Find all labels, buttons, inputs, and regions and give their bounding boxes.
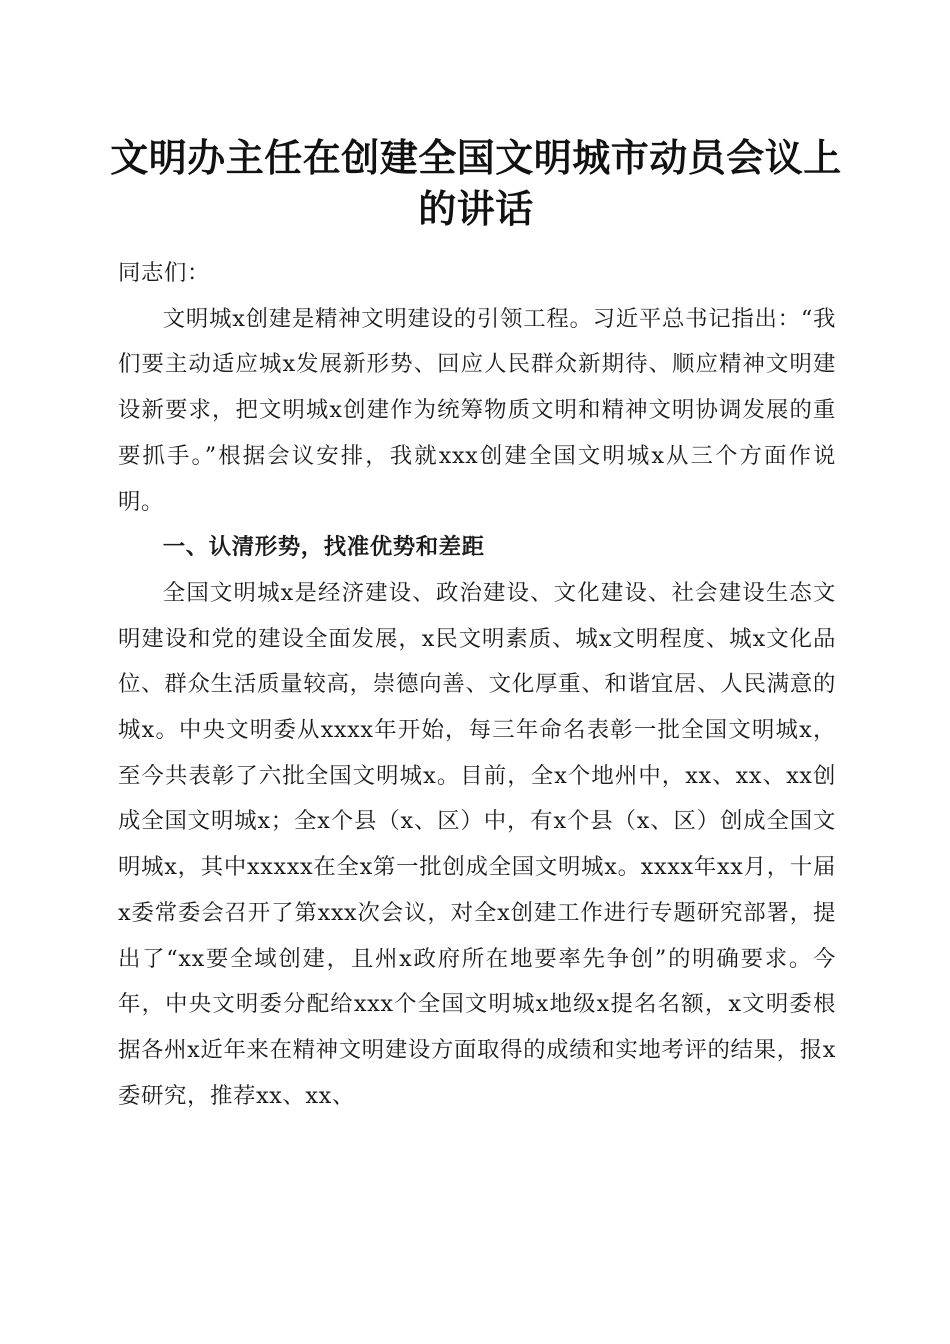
paragraph-intro: 文明城x创建是精神文明建设的引领工程。习近平总书记指出：“我们要主动适应城x发展新形势、回应人民群众新期待、顺应精神文明建设新要求，把文明城x创建作为统筹物质文明和精神文明协调发展的重要抓手。”根据会议安排，我就xxx创建全国文明城x从三个方面作说明。 xyxy=(118,305,836,515)
document-body xyxy=(118,251,836,1119)
section-heading-1: 一、认清形势，找准优势和差距 xyxy=(162,534,485,561)
document-title: 文明办主任在创建全国文明城市动员会议上的讲话 xyxy=(110,136,842,231)
paragraph-section-1: 全国文明城x是经济建设、政治建设、文化建设、社会建设生态文明建设和党的建设全面发展，x民文明素质、城x文明程度、城x文化品位、群众生活质量较高，崇德向善、文化厚重、和谐宜居、人民满意的城x。中央文明委从xxxx年开始，每三年命名表彰一批全国文明城x，至今共表彰了六批全国文明城x。目前，全x个地州中，xx、xx、xx创成全国文明城x；全x个县（x、区）中，有x个县（x、区）创成全国文明城x，其中xxxxx在全x第一批创成全国文明城x。xxxx年xx月，十届x委常委会召开了第xxx次会议，对全x创建工作进行专题研究部署，提出了“xx要全域创建，且州x政府所在地要率先争创”的明确要求。今年，中央文明委分配给xxx个全国文明城x地级x提名名额，x文明委根据各州x近年来在精神文明建设方面取得的成绩和实地考评的结果，报x委研究，推荐xx、xx、 xyxy=(118,579,836,1109)
salutation: 同志们： xyxy=(118,260,210,286)
